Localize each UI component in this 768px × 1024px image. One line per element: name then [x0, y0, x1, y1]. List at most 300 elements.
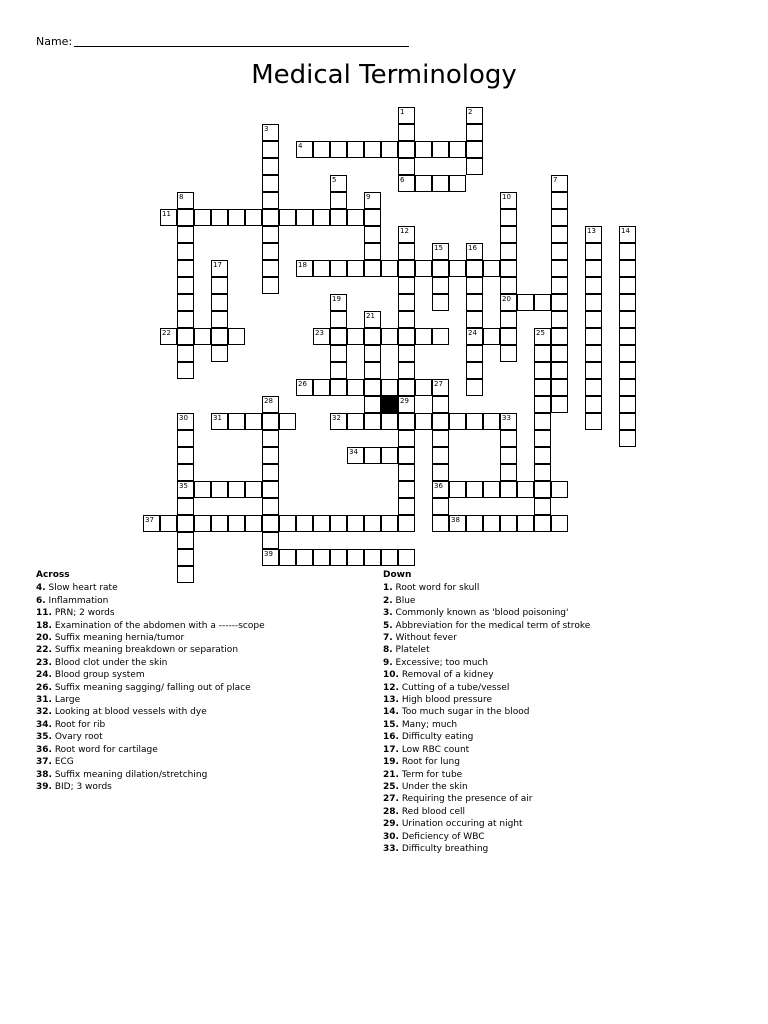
clue-number-label: 13 [587, 227, 596, 235]
grid-cell[interactable] [330, 362, 347, 379]
grid-cell[interactable] [551, 481, 568, 498]
grid-cell[interactable] [330, 192, 347, 209]
clue-text: Inflammation [45, 595, 109, 606]
grid-cell[interactable] [245, 515, 262, 532]
grid-cell[interactable] [330, 345, 347, 362]
grid-cell[interactable] [364, 515, 381, 532]
down-clue [383, 843, 590, 855]
grid-cell[interactable] [585, 413, 602, 430]
grid-cell[interactable] [432, 260, 449, 277]
grid-cell[interactable] [415, 379, 432, 396]
grid-cell[interactable] [364, 362, 381, 379]
grid-cell[interactable] [262, 158, 279, 175]
grid-cell[interactable] [398, 379, 415, 396]
grid-cell[interactable] [619, 277, 636, 294]
grid-cell[interactable] [619, 311, 636, 328]
grid-cell[interactable] [483, 515, 500, 532]
grid-cell[interactable] [177, 209, 194, 226]
clue-text: Term for tube [398, 769, 463, 780]
grid-cell[interactable] [534, 430, 551, 447]
grid-cell[interactable] [347, 549, 364, 566]
clue-text: Ovary root [51, 732, 103, 743]
grid-cell[interactable] [619, 379, 636, 396]
grid-cell[interactable] [398, 447, 415, 464]
grid-cell[interactable] [500, 243, 517, 260]
grid-cell[interactable] [262, 226, 279, 243]
grid-cell[interactable] [466, 515, 483, 532]
across-clue [36, 706, 265, 718]
grid-cell[interactable] [398, 362, 415, 379]
grid-cell[interactable] [398, 311, 415, 328]
grid-cell[interactable] [534, 379, 551, 396]
grid-cell[interactable] [551, 226, 568, 243]
grid-cell[interactable] [517, 481, 534, 498]
grid-cell[interactable] [534, 396, 551, 413]
grid-cell[interactable] [228, 481, 245, 498]
grid-cell[interactable] [296, 549, 313, 566]
grid-cell[interactable] [534, 481, 551, 498]
grid-cell[interactable] [330, 328, 347, 345]
grid-cell[interactable] [534, 464, 551, 481]
grid-cell[interactable] [551, 260, 568, 277]
grid-cell[interactable] [381, 515, 398, 532]
grid-cell[interactable] [500, 464, 517, 481]
grid-cell[interactable] [381, 549, 398, 566]
grid-cell[interactable] [211, 311, 228, 328]
grid-cell[interactable] [500, 515, 517, 532]
grid-cell[interactable] [160, 515, 177, 532]
grid-cell[interactable] [398, 464, 415, 481]
grid-cell[interactable] [177, 464, 194, 481]
grid-cell[interactable] [194, 209, 211, 226]
grid-cell[interactable] [483, 481, 500, 498]
grid-cell[interactable] [228, 328, 245, 345]
grid-cell[interactable] [211, 294, 228, 311]
grid-cell[interactable] [279, 209, 296, 226]
grid-cell[interactable] [330, 209, 347, 226]
grid-cell[interactable] [364, 549, 381, 566]
grid-cell[interactable] [500, 447, 517, 464]
grid-cell[interactable] [381, 447, 398, 464]
grid-cell[interactable] [466, 141, 483, 158]
grid-cell[interactable] [585, 243, 602, 260]
across-clue [36, 632, 265, 644]
grid-cell[interactable] [398, 141, 415, 158]
down-clue [383, 831, 590, 843]
across-clue [36, 657, 265, 669]
grid-cell[interactable] [432, 396, 449, 413]
grid-cell[interactable] [500, 260, 517, 277]
grid-cell[interactable] [245, 209, 262, 226]
grid-cell[interactable] [177, 277, 194, 294]
grid-cell[interactable] [534, 345, 551, 362]
grid-cell[interactable] [211, 328, 228, 345]
grid-cell[interactable] [177, 260, 194, 277]
grid-cell[interactable] [483, 260, 500, 277]
clue-number-label: 22 [162, 329, 171, 337]
grid-cell[interactable] [313, 379, 330, 396]
across-clue [36, 669, 265, 681]
down-clue [383, 806, 590, 818]
clue-text: Root word for cartilage [51, 744, 158, 755]
grid-cell[interactable] [551, 345, 568, 362]
grid-cell[interactable] [347, 141, 364, 158]
grid-cell[interactable] [619, 328, 636, 345]
down-clue [383, 582, 590, 594]
grid-cell[interactable] [262, 498, 279, 515]
grid-cell[interactable] [466, 294, 483, 311]
clue-number: 29. [383, 819, 399, 830]
grid-cell[interactable] [585, 311, 602, 328]
grid-cell[interactable] [211, 481, 228, 498]
down-clues [383, 569, 590, 855]
grid-cell[interactable] [449, 260, 466, 277]
grid-cell[interactable] [347, 328, 364, 345]
grid-cell[interactable] [483, 328, 500, 345]
grid-cell[interactable] [619, 243, 636, 260]
grid-cell[interactable] [313, 515, 330, 532]
grid-cell[interactable] [432, 294, 449, 311]
clue-text: Large [51, 695, 81, 706]
clue-number: 19. [383, 757, 399, 768]
grid-cell[interactable] [619, 430, 636, 447]
grid-cell[interactable] [500, 209, 517, 226]
grid-cell[interactable] [449, 141, 466, 158]
grid-cell[interactable] [415, 328, 432, 345]
grid-cell[interactable] [415, 413, 432, 430]
clue-number-label: 20 [502, 295, 511, 303]
grid-cell[interactable] [177, 532, 194, 549]
grid-cell[interactable] [585, 396, 602, 413]
grid-cell[interactable] [381, 260, 398, 277]
grid-cell[interactable] [330, 260, 347, 277]
clue-number-label: 30 [179, 414, 188, 422]
clue-number: 11. [36, 608, 52, 619]
grid-cell[interactable] [364, 243, 381, 260]
grid-cell[interactable] [432, 447, 449, 464]
clue-number: 17. [383, 744, 399, 755]
clue-number: 15. [383, 719, 399, 730]
grid-cell[interactable] [262, 447, 279, 464]
grid-cell[interactable] [619, 294, 636, 311]
grid-cell[interactable] [262, 260, 279, 277]
grid-cell[interactable] [279, 413, 296, 430]
clue-number: 6. [36, 595, 46, 606]
clue-number-label: 1 [400, 108, 405, 116]
grid-cell[interactable] [330, 549, 347, 566]
grid-cell[interactable] [262, 141, 279, 158]
clue-text: Without fever [392, 633, 457, 644]
grid-cell[interactable] [364, 447, 381, 464]
grid-cell[interactable] [551, 396, 568, 413]
grid-cell[interactable] [177, 243, 194, 260]
across-clues [36, 569, 265, 793]
grid-cell[interactable] [177, 311, 194, 328]
grid-cell[interactable] [432, 515, 449, 532]
grid-cell[interactable] [245, 413, 262, 430]
grid-cell[interactable] [228, 413, 245, 430]
grid-cell[interactable] [619, 345, 636, 362]
across-clue [36, 756, 265, 768]
grid-cell[interactable] [398, 481, 415, 498]
clue-text: Low RBC count [398, 744, 470, 755]
grid-cell[interactable] [262, 209, 279, 226]
grid-cell[interactable] [194, 328, 211, 345]
down-clue [383, 595, 590, 607]
grid-cell[interactable] [296, 209, 313, 226]
grid-cell[interactable] [313, 549, 330, 566]
grid-cell[interactable] [279, 515, 296, 532]
grid-cell[interactable] [551, 515, 568, 532]
grid-cell[interactable] [177, 345, 194, 362]
grid-cell[interactable] [245, 481, 262, 498]
clue-text: Urination occuring at night [398, 819, 523, 830]
grid-cell[interactable] [398, 328, 415, 345]
clue-text: Difficulty eating [398, 732, 474, 743]
down-clue [383, 756, 590, 768]
grid-cell[interactable] [364, 396, 381, 413]
grid-cell[interactable] [364, 413, 381, 430]
grid-cell[interactable] [466, 379, 483, 396]
clue-text: Suffix meaning sagging/ falling out of place [51, 682, 251, 693]
grid-cell[interactable] [466, 481, 483, 498]
clue-number-label: 17 [213, 261, 222, 269]
grid-cell[interactable] [177, 498, 194, 515]
grid-cell[interactable] [347, 209, 364, 226]
grid-cell[interactable] [449, 175, 466, 192]
grid-cell[interactable] [585, 345, 602, 362]
grid-cell[interactable] [432, 328, 449, 345]
grid-cell[interactable] [466, 311, 483, 328]
clue-text: Looking at blood vessels with dye [51, 707, 207, 718]
grid-cell[interactable] [211, 515, 228, 532]
clue-number: 20. [36, 633, 52, 644]
grid-cell[interactable] [398, 413, 415, 430]
grid-cell[interactable] [500, 226, 517, 243]
grid-cell[interactable] [177, 515, 194, 532]
grid-cell[interactable] [211, 277, 228, 294]
grid-cell[interactable] [466, 345, 483, 362]
grid-cell[interactable] [500, 277, 517, 294]
clue-text: Cutting of a tube/vessel [398, 682, 510, 693]
grid-cell[interactable] [415, 260, 432, 277]
grid-cell[interactable] [534, 447, 551, 464]
grid-cell[interactable] [500, 430, 517, 447]
grid-cell[interactable] [500, 481, 517, 498]
grid-cell[interactable] [262, 243, 279, 260]
clue-number: 21. [383, 769, 399, 780]
grid-cell[interactable] [585, 294, 602, 311]
grid-cell[interactable] [398, 260, 415, 277]
grid-cell[interactable] [313, 260, 330, 277]
grid-cell[interactable] [585, 379, 602, 396]
grid-cell[interactable] [364, 379, 381, 396]
grid-cell[interactable] [398, 124, 415, 141]
grid-cell[interactable] [364, 328, 381, 345]
grid-cell[interactable] [500, 311, 517, 328]
grid-cell[interactable] [585, 328, 602, 345]
clue-number: 5. [383, 620, 393, 631]
grid-cell[interactable] [330, 379, 347, 396]
grid-cell[interactable] [398, 549, 415, 566]
clue-text: PRN; 2 words [51, 608, 115, 619]
grid-cell[interactable] [381, 379, 398, 396]
grid-cell[interactable] [262, 515, 279, 532]
grid-cell[interactable] [177, 294, 194, 311]
grid-cell[interactable] [262, 481, 279, 498]
grid-cell[interactable] [262, 277, 279, 294]
grid-cell[interactable] [211, 345, 228, 362]
grid-cell[interactable] [534, 498, 551, 515]
grid-cell[interactable] [466, 362, 483, 379]
grid-cell[interactable] [313, 209, 330, 226]
grid-cell[interactable] [483, 413, 500, 430]
grid-cell[interactable] [364, 226, 381, 243]
grid-cell[interactable] [177, 226, 194, 243]
grid-cell[interactable] [415, 141, 432, 158]
grid-cell[interactable] [619, 260, 636, 277]
grid-cell[interactable] [432, 277, 449, 294]
grid-cell[interactable] [262, 532, 279, 549]
grid-cell[interactable] [364, 141, 381, 158]
clue-number-label: 14 [621, 227, 630, 235]
down-clue [383, 607, 590, 619]
grid-cell[interactable] [398, 498, 415, 515]
grid-cell[interactable] [381, 328, 398, 345]
grid-cell[interactable] [228, 515, 245, 532]
grid-cell[interactable] [551, 311, 568, 328]
clue-text: Commonly known as 'blood poisoning' [392, 608, 569, 619]
across-heading: Across [36, 570, 70, 580]
clue-number: 28. [383, 806, 399, 817]
grid-cell[interactable] [466, 260, 483, 277]
grid-cell[interactable] [177, 328, 194, 345]
grid-cell[interactable] [466, 413, 483, 430]
clue-number: 22. [36, 645, 52, 656]
grid-cell[interactable] [262, 413, 279, 430]
clue-number: 8. [383, 645, 393, 656]
grid-cell[interactable] [313, 141, 330, 158]
grid-cell[interactable] [517, 515, 534, 532]
clue-number-label: 29 [400, 397, 409, 405]
grid-cell[interactable] [466, 158, 483, 175]
grid-cell[interactable] [500, 328, 517, 345]
grid-cell[interactable] [279, 549, 296, 566]
grid-cell[interactable] [330, 311, 347, 328]
grid-cell[interactable] [398, 158, 415, 175]
grid-cell[interactable] [262, 464, 279, 481]
clue-text: Root for lung [398, 757, 460, 768]
clue-number-label: 24 [468, 329, 477, 337]
grid-cell[interactable] [432, 464, 449, 481]
grid-cell[interactable] [262, 192, 279, 209]
down-clue [383, 706, 590, 718]
grid-cell[interactable] [330, 515, 347, 532]
grid-cell[interactable] [177, 430, 194, 447]
grid-cell[interactable] [211, 209, 228, 226]
grid-cell[interactable] [619, 413, 636, 430]
clue-number-label: 10 [502, 193, 511, 201]
grid-cell[interactable] [432, 175, 449, 192]
grid-cell[interactable] [228, 209, 245, 226]
grid-cell[interactable] [551, 209, 568, 226]
grid-cell[interactable] [619, 362, 636, 379]
grid-cell[interactable] [364, 209, 381, 226]
grid-cell[interactable] [415, 175, 432, 192]
grid-cell[interactable] [585, 277, 602, 294]
grid-cell[interactable] [466, 277, 483, 294]
grid-cell[interactable] [551, 379, 568, 396]
grid-cell[interactable] [449, 481, 466, 498]
grid-cell[interactable] [432, 498, 449, 515]
grid-cell[interactable] [534, 362, 551, 379]
grid-cell[interactable] [381, 141, 398, 158]
grid-cell[interactable] [398, 243, 415, 260]
grid-cell[interactable] [551, 277, 568, 294]
grid-cell[interactable] [551, 362, 568, 379]
grid-cell[interactable] [398, 277, 415, 294]
grid-cell[interactable] [177, 362, 194, 379]
clue-number: 7. [383, 633, 393, 644]
grid-cell[interactable] [500, 345, 517, 362]
grid-cell[interactable] [398, 294, 415, 311]
grid-cell[interactable] [432, 413, 449, 430]
across-clue [36, 644, 265, 656]
grid-cell[interactable] [194, 481, 211, 498]
grid-cell[interactable] [381, 413, 398, 430]
grid-cell[interactable] [347, 515, 364, 532]
grid-cell[interactable] [398, 515, 415, 532]
grid-cell[interactable] [347, 260, 364, 277]
grid-cell[interactable] [364, 260, 381, 277]
grid-cell[interactable] [398, 345, 415, 362]
grid-cell[interactable] [432, 430, 449, 447]
grid-cell[interactable] [194, 515, 211, 532]
grid-cell[interactable] [551, 328, 568, 345]
clue-text: Blood clot under the skin [51, 657, 168, 668]
grid-cell[interactable] [330, 141, 347, 158]
grid-cell[interactable] [551, 192, 568, 209]
grid-cell[interactable] [466, 124, 483, 141]
clue-text: Root word for skull [392, 583, 480, 594]
down-clue [383, 644, 590, 656]
grid-cell[interactable] [585, 260, 602, 277]
grid-cell[interactable] [551, 243, 568, 260]
grid-cell[interactable] [534, 294, 551, 311]
grid-cell[interactable] [432, 141, 449, 158]
grid-cell[interactable] [296, 515, 313, 532]
grid-cell[interactable] [534, 413, 551, 430]
grid-cell[interactable] [551, 294, 568, 311]
grid-cell[interactable] [347, 413, 364, 430]
grid-cell[interactable] [177, 447, 194, 464]
down-clue [383, 781, 590, 793]
grid-cell[interactable] [398, 430, 415, 447]
grid-cell[interactable] [177, 549, 194, 566]
grid-cell[interactable] [619, 396, 636, 413]
grid-cell[interactable] [364, 345, 381, 362]
grid-cell[interactable] [262, 430, 279, 447]
clue-number: 12. [383, 682, 399, 693]
grid-cell[interactable] [534, 515, 551, 532]
clue-number-label: 23 [315, 329, 324, 337]
grid-cell[interactable] [517, 294, 534, 311]
grid-cell[interactable] [449, 413, 466, 430]
grid-cell[interactable] [262, 175, 279, 192]
grid-cell[interactable] [347, 379, 364, 396]
clue-number: 34. [36, 719, 52, 730]
grid-cell[interactable] [585, 362, 602, 379]
